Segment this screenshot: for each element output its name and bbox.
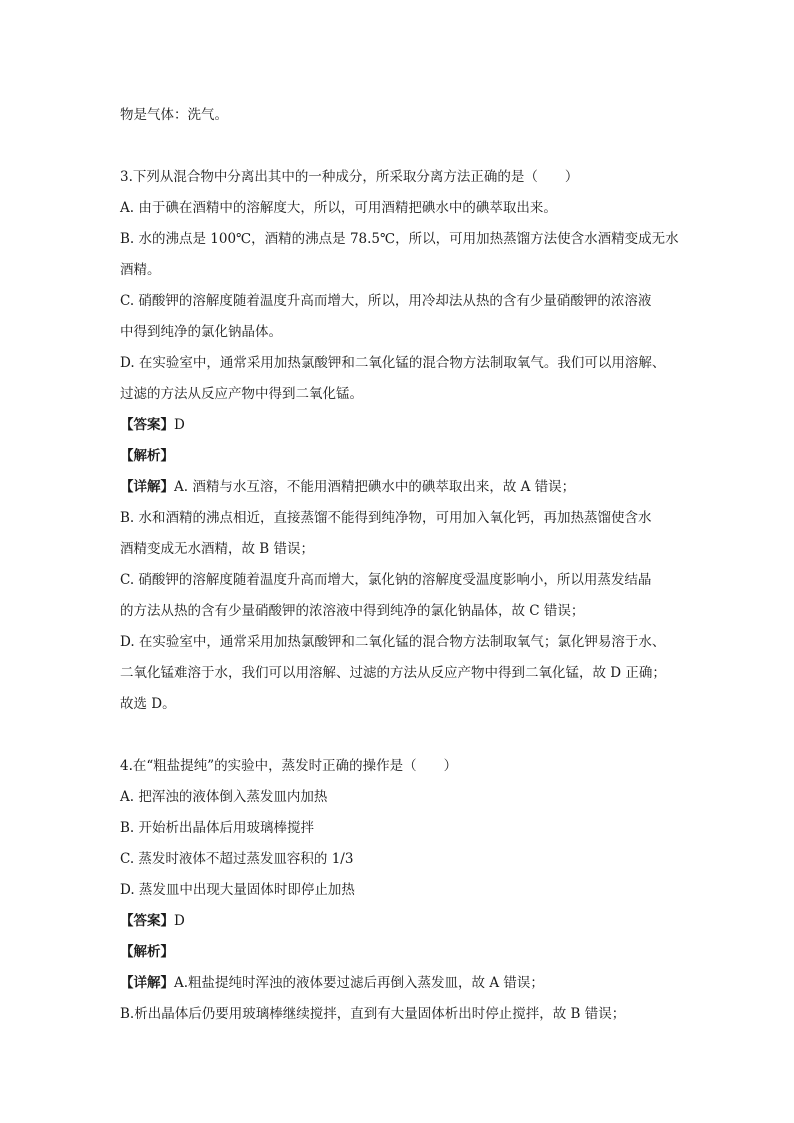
question-3-answer <box>120 410 680 441</box>
detail-text: A. 酒精与水互溶，不能用酒精把碘水中的碘萃取出来，故 A 错误； <box>174 479 576 495</box>
question-3-detail-line: C. 硝酸钾的溶解度随着温度升高而增大，氯化钠的溶解度受温度影响小，所以用蒸发结晶 <box>120 572 652 588</box>
question-4-detail <box>120 968 680 999</box>
question-4-option-b: B. 开始析出晶体后用玻璃棒搅拌 <box>120 820 315 836</box>
question-3-option-a: A. 由于碘在酒精中的溶解度大，所以，可用酒精把碘水中的碘萃取出来。 <box>120 200 557 216</box>
question-3-detail-line: 酒精变成无水酒精，故 B 错误； <box>120 541 315 557</box>
question-4-option-c: C. 蒸发时液体不超过蒸发皿容积的 1/3 <box>120 851 354 867</box>
question-4-analysis <box>120 937 680 968</box>
question-3-analysis <box>120 441 680 472</box>
analysis-tag: 【解析】 <box>120 448 174 464</box>
question-3-detail <box>120 472 680 503</box>
question-3-detail-line: D. 在实验室中，通常采用加热氯酸钾和二氧化锰的混合物方法制取氧气；氯化钾易溶于水、 <box>120 634 666 650</box>
question-3-detail-line: 的方法从热的含有少量硝酸钾的浓溶液中得到纯净的氯化钠晶体，故 C 错误； <box>120 603 585 619</box>
analysis-tag: 【解析】 <box>120 944 174 960</box>
question-4-detail-line: B.析出晶体后仍要用玻璃棒继续搅拌，直到有大量固体析出时停止搅拌，故 B 错误； <box>120 1006 626 1022</box>
question-3-option-c-cont: 中得到纯净的氯化钠晶体。 <box>120 324 282 340</box>
answer-tag: 【答案】 <box>120 913 174 929</box>
question-3-option-d: D. 在实验室中，通常采用加热氯酸钾和二氧化锰的混合物方法制取氧气。我们可以用溶解、 <box>120 355 666 371</box>
question-4-stem: 4.在“粗盐提纯”的实验中，蒸发时正确的操作是（ ） <box>120 758 458 774</box>
question-3-option-c: C. 硝酸钾的溶解度随着温度升高而增大，所以，用冷却法从热的含有少量硝酸钾的浓溶液 <box>120 293 652 309</box>
answer-tag: 【答案】 <box>120 417 174 433</box>
question-3-detail-line: 二氧化锰难溶于水，我们可以用溶解、过滤的方法从反应产物中得到二氧化锰，故 D 正确； <box>120 665 666 681</box>
question-3-stem: 3.下列从混合物中分离出其中的一种成分，所采取分离方法正确的是（ ） <box>120 169 579 185</box>
question-4-option-a: A. 把浑浊的液体倒入蒸发皿内加热 <box>120 789 328 805</box>
question-3-detail-line: 故选 D。 <box>120 696 176 712</box>
detail-tag: 【详解】 <box>120 479 174 495</box>
question-3-detail-line: B. 水和酒精的沸点相近，直接蒸馏不能得到纯净物，可用加入氧化钙，再加热蒸馏使含水 <box>120 510 652 526</box>
paragraph-gap <box>120 131 680 162</box>
text-line: 物是气体：洗气。 <box>120 107 228 123</box>
question-3-option-d-cont: 过滤的方法从反应产物中得到二氧化锰。 <box>120 386 363 402</box>
paragraph-gap <box>120 720 680 751</box>
question-4-answer <box>120 906 680 937</box>
question-4-option-d: D. 蒸发皿中出现大量固体时即停止加热 <box>120 882 355 898</box>
question-3-option-b-cont: 酒精。 <box>120 262 161 278</box>
answer-value: D <box>174 417 185 433</box>
detail-tag: 【详解】 <box>120 975 174 991</box>
answer-value: D <box>174 913 185 929</box>
document-page <box>120 100 680 1030</box>
question-3-option-b: B. 水的沸点是 100℃，酒精的沸点是 78.5℃，所以，可用加热蒸馏方法使含水酒精变成无水 <box>120 231 679 247</box>
detail-text: A.粗盐提纯时浑浊的液体要过滤后再倒入蒸发皿，故 A 错误； <box>174 975 544 991</box>
